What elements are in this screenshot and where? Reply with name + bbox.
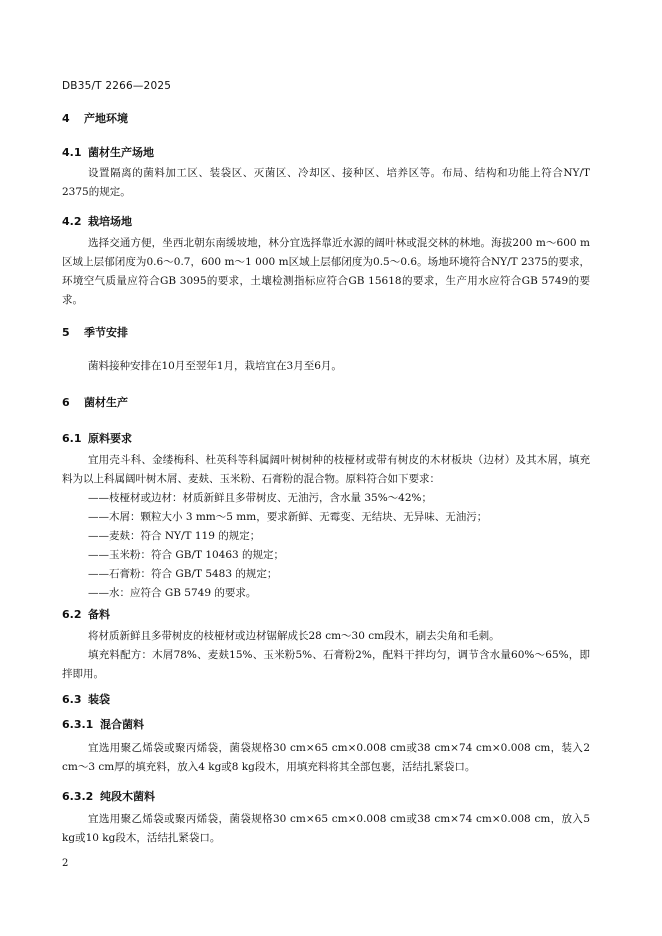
list-item: ——木屑：颗粒大小 3 mm～5 mm，要求新鲜、无霉变、无结块、无异味、无油污； <box>88 511 488 523</box>
list-item: ——麦麸：符合 NY/T 119 的规定； <box>88 530 261 542</box>
standard-code: DB35/T 2266—2025 <box>62 80 172 92</box>
paragraph-6-2-a: 将材质新鲜且多带树皮的枝桠材或边材锯解成长28 cm～30 cm段木，刷去尖角和毛刺。 <box>88 630 500 642</box>
section-heading-4-1: 4.1 菌材生产场地 <box>62 146 154 159</box>
paragraph-6-3-2: 宜选用聚乙烯袋或聚丙烯袋，菌袋规格30 cm×65 cm×0.008 cm或38 cm×74 cm×0.008 cm，放入5 kg或10 kg段木，活结扎紧袋口。 <box>62 813 590 844</box>
section-title: 菌材生产 <box>84 396 128 409</box>
list-item: ——石膏粉：符合 GB/T 5483 的规定； <box>88 568 278 580</box>
section-title: 菌材生产场地 <box>88 146 154 159</box>
paragraph-6-1: 宜用壳斗科、金缕梅科、杜英科等科属阔叶树树种的枝桠材或带有树皮的木材板块（边材）及其木屑，填充料为以上科属阔叶树木屑、麦麸、玉米粉、石膏粉的混合物。原料符合如下要求： <box>62 454 590 485</box>
section-title: 装袋 <box>88 693 110 706</box>
section-heading-6-1: 6.1 原料要求 <box>62 432 132 445</box>
section-title: 混合菌料 <box>100 718 144 731</box>
section-heading-6-3-2: 6.3.2 纯段木菌料 <box>62 790 155 803</box>
paragraph-6-3-1: 宜选用聚乙烯袋或聚丙烯袋，菌袋规格30 cm×65 cm×0.008 cm或38 cm×74 cm×0.008 cm，装入2 cm～3 cm厚的填充料，放入4 kg或8 kg段木，用填充料将其全部包裹，活结扎紧袋口。 <box>62 742 590 773</box>
list-item: ——玉米粉：符合 GB/T 10463 的规定； <box>88 549 285 561</box>
paragraph-6-2-b: 填充料配方：木屑78%、麦麸15%、玉米粉5%、石膏粉2%，配料干拌均匀，调节含水量60%～65%，即拌即用。 <box>62 649 590 680</box>
section-title: 原料要求 <box>88 432 132 445</box>
section-title: 季节安排 <box>84 326 128 339</box>
list-item: ——水：应符合 GB 5749 的要求。 <box>88 587 257 599</box>
section-heading-6-2: 6.2 备料 <box>62 608 110 621</box>
section-title: 纯段木菌料 <box>100 790 155 803</box>
section-heading-4-2: 4.2 栽培场地 <box>62 215 132 228</box>
section-heading-5: 5 季节安排 <box>62 326 128 339</box>
section-title: 栽培场地 <box>88 215 132 228</box>
section-title: 产地环境 <box>84 112 128 125</box>
paragraph-5: 菌料接种安排在10月至翌年1月，栽培宜在3月至6月。 <box>88 360 342 372</box>
section-heading-6-3: 6.3 装袋 <box>62 693 110 706</box>
paragraph-4-1: 设置隔离的菌料加工区、装袋区、灭菌区、冷却区、接种区、培养区等。布局、结构和功能上符合NY/T 2375的规定。 <box>62 167 590 198</box>
section-heading-4: 4 产地环境 <box>62 112 128 125</box>
section-heading-6: 6 菌材生产 <box>62 396 128 409</box>
section-title: 备料 <box>88 608 110 621</box>
page-number: 2 <box>62 858 69 869</box>
section-heading-6-3-1: 6.3.1 混合菌料 <box>62 718 144 731</box>
paragraph-4-2: 选择交通方便，坐西北朝东南缓坡地，林分宜选择靠近水源的阔叶林或混交林的林地。海拔200 m～600 m区域上层郁闭度为0.6～0.7，600 m～1 000 m区域上层郁闭度为0.5～0.6。场地环境符合NY/T 2375的要求，环境空气质量应符合GB 3095的要求，土壤检测指标应符合GB 15618的要求，生产用水应符合GB 5749的要求。 <box>62 237 590 306</box>
list-item: ——枝桠材或边材：材质新鲜且多带树皮、无油污，含水量 35%～42%； <box>88 492 433 504</box>
